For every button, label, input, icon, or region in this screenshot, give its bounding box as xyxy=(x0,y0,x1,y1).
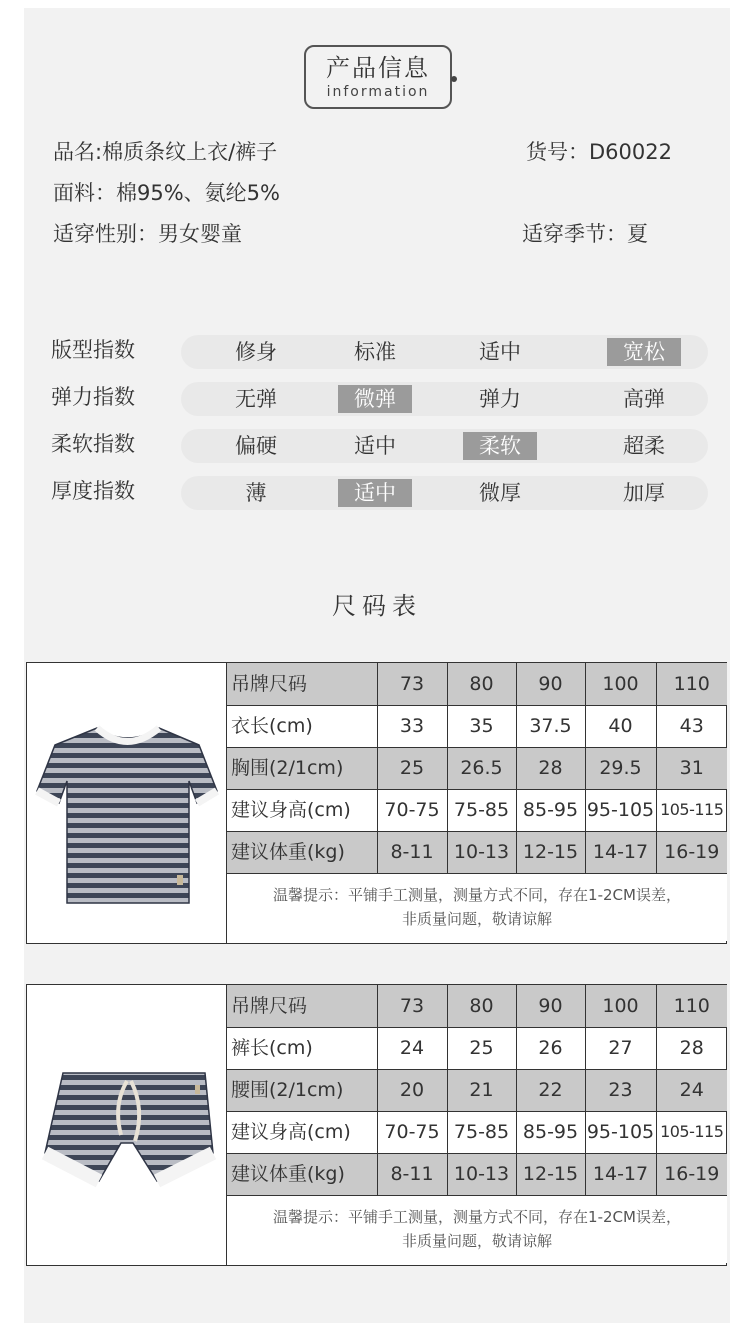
row-label: 建议身高(cm) xyxy=(227,789,377,831)
table-cell: 105-115 xyxy=(656,789,727,831)
table-cell: 27 xyxy=(585,1027,656,1069)
index-option-label: 无弹 xyxy=(235,387,277,411)
table-cell: 14-17 xyxy=(585,1153,656,1195)
table-cell: 105-115 xyxy=(656,1111,727,1153)
index-track xyxy=(181,429,708,463)
table-cell: 75-85 xyxy=(447,1111,516,1153)
index-option-selected xyxy=(338,382,412,416)
table-cell: 100 xyxy=(585,663,656,705)
note-line-1: 温馨提示：平铺手工测量，测量方式不同，存在1-2CM误差， xyxy=(273,886,681,905)
table-cell: 35 xyxy=(447,705,516,747)
table-cell: 31 xyxy=(656,747,727,789)
index-option-label: 适中 xyxy=(354,434,396,458)
size-table-shorts xyxy=(26,984,727,1266)
table-cell: 28 xyxy=(516,747,585,789)
table-cell: 29.5 xyxy=(585,747,656,789)
tshirt-photo xyxy=(27,663,227,943)
table-cell: 85-95 xyxy=(516,1111,585,1153)
index-option-label: 微弹 xyxy=(338,385,412,413)
table-cell: 95-105 xyxy=(585,789,656,831)
table-row xyxy=(227,831,727,873)
info-badge xyxy=(304,45,452,109)
row-label: 建议体重(kg) xyxy=(227,831,377,873)
row-label: 裤长(cm) xyxy=(227,1027,377,1069)
table-row xyxy=(227,1027,727,1069)
table-cell: 14-17 xyxy=(585,831,656,873)
index-option xyxy=(463,476,537,510)
index-option xyxy=(219,335,293,369)
index-option-label: 弹力 xyxy=(479,387,521,411)
index-track xyxy=(181,382,708,416)
table-cell: 28 xyxy=(656,1027,727,1069)
info-title-en: information xyxy=(326,84,430,100)
product-code: 货号：D60022 xyxy=(526,140,672,164)
row-label: 腰围(2/1cm) xyxy=(227,1069,377,1111)
index-option xyxy=(463,382,537,416)
index-option-label: 微厚 xyxy=(479,481,521,505)
table-cell: 80 xyxy=(447,663,516,705)
table-cell: 24 xyxy=(377,1027,447,1069)
info-title-cn: 产品信息 xyxy=(326,54,430,82)
index-option xyxy=(607,382,681,416)
index-label: 弹力指数 xyxy=(51,385,135,409)
index-option-selected xyxy=(338,476,412,510)
size-table-shorts-grid xyxy=(227,985,727,1263)
row-label: 吊牌尺码 xyxy=(227,985,377,1027)
table-row xyxy=(227,1111,727,1153)
table-cell: 85-95 xyxy=(516,789,585,831)
index-track xyxy=(181,476,708,510)
product-material: 面料：棉95%、氨纶5% xyxy=(53,181,280,205)
table-cell: 24 xyxy=(656,1069,727,1111)
index-option-label: 加厚 xyxy=(623,481,665,505)
table-cell: 90 xyxy=(516,985,585,1027)
note-row xyxy=(227,873,727,941)
size-chart-title: 尺码表 xyxy=(332,592,422,620)
table-row xyxy=(227,1069,727,1111)
index-option-label: 修身 xyxy=(235,340,277,364)
index-option xyxy=(463,335,537,369)
note-line-2: 非质量问题，敬请谅解 xyxy=(401,1232,552,1251)
table-row xyxy=(227,747,727,789)
index-track xyxy=(181,335,708,369)
table-cell: 70-75 xyxy=(377,789,447,831)
note-row xyxy=(227,1195,727,1263)
index-label: 版型指数 xyxy=(51,338,135,362)
table-cell: 95-105 xyxy=(585,1111,656,1153)
table-cell: 70-75 xyxy=(377,1111,447,1153)
table-cell: 8-11 xyxy=(377,1153,447,1195)
index-option-label: 适中 xyxy=(338,479,412,507)
product-season: 适穿季节：夏 xyxy=(522,222,648,246)
table-cell: 16-19 xyxy=(656,831,727,873)
table-cell: 90 xyxy=(516,663,585,705)
table-row xyxy=(227,789,727,831)
row-label: 衣长(cm) xyxy=(227,705,377,747)
index-label: 厚度指数 xyxy=(51,479,135,503)
table-cell: 10-13 xyxy=(447,1153,516,1195)
striped-shorts-icon xyxy=(27,985,227,1265)
index-option xyxy=(607,476,681,510)
table-cell: 73 xyxy=(377,985,447,1027)
table-cell: 26.5 xyxy=(447,747,516,789)
index-option-selected xyxy=(463,429,537,463)
table-cell: 100 xyxy=(585,985,656,1027)
table-cell: 40 xyxy=(585,705,656,747)
index-label: 柔软指数 xyxy=(51,432,135,456)
table-row xyxy=(227,705,727,747)
index-option-label: 宽松 xyxy=(607,338,681,366)
product-name: 品名:棉质条纹上衣/裤子 xyxy=(53,140,278,164)
table-cell: 26 xyxy=(516,1027,585,1069)
table-cell: 33 xyxy=(377,705,447,747)
table-cell: 10-13 xyxy=(447,831,516,873)
table-cell: 25 xyxy=(447,1027,516,1069)
size-table-tshirt-grid xyxy=(227,663,727,941)
row-label: 建议身高(cm) xyxy=(227,1111,377,1153)
index-option xyxy=(607,429,681,463)
table-cell: 80 xyxy=(447,985,516,1027)
table-row xyxy=(227,985,727,1027)
index-option-label: 适中 xyxy=(479,340,521,364)
measurement-note xyxy=(227,1195,727,1263)
index-option-label: 偏硬 xyxy=(235,434,277,458)
index-option xyxy=(338,335,412,369)
note-line-1: 温馨提示：平铺手工测量，测量方式不同，存在1-2CM误差， xyxy=(273,1208,681,1227)
index-option-label: 薄 xyxy=(245,481,267,505)
table-cell: 22 xyxy=(516,1069,585,1111)
product-gender: 适穿性别：男女婴童 xyxy=(53,222,242,246)
index-option-selected xyxy=(607,335,681,369)
table-cell: 8-11 xyxy=(377,831,447,873)
row-label: 胸围(2/1cm) xyxy=(227,747,377,789)
table-cell: 37.5 xyxy=(516,705,585,747)
badge-dot xyxy=(451,76,457,82)
index-option-label: 高弹 xyxy=(623,387,665,411)
table-cell: 25 xyxy=(377,747,447,789)
table-cell: 12-15 xyxy=(516,831,585,873)
table-cell: 21 xyxy=(447,1069,516,1111)
row-label: 吊牌尺码 xyxy=(227,663,377,705)
table-cell: 12-15 xyxy=(516,1153,585,1195)
table-cell: 110 xyxy=(656,985,727,1027)
table-cell: 75-85 xyxy=(447,789,516,831)
shorts-photo xyxy=(27,985,227,1265)
table-row xyxy=(227,1153,727,1195)
table-cell: 23 xyxy=(585,1069,656,1111)
index-option xyxy=(219,476,293,510)
index-option-label: 标准 xyxy=(354,340,396,364)
table-cell: 20 xyxy=(377,1069,447,1111)
index-option xyxy=(219,429,293,463)
index-option-label: 柔软 xyxy=(463,432,537,460)
size-table-tshirt xyxy=(26,662,727,944)
table-row xyxy=(227,663,727,705)
index-option xyxy=(338,429,412,463)
measurement-note xyxy=(227,873,727,941)
row-label: 建议体重(kg) xyxy=(227,1153,377,1195)
table-cell: 16-19 xyxy=(656,1153,727,1195)
table-cell: 110 xyxy=(656,663,727,705)
table-cell: 43 xyxy=(656,705,727,747)
striped-tshirt-icon xyxy=(27,663,227,943)
table-cell: 73 xyxy=(377,663,447,705)
note-line-2: 非质量问题，敬请谅解 xyxy=(401,910,552,929)
index-option-label: 超柔 xyxy=(623,434,665,458)
index-option xyxy=(219,382,293,416)
